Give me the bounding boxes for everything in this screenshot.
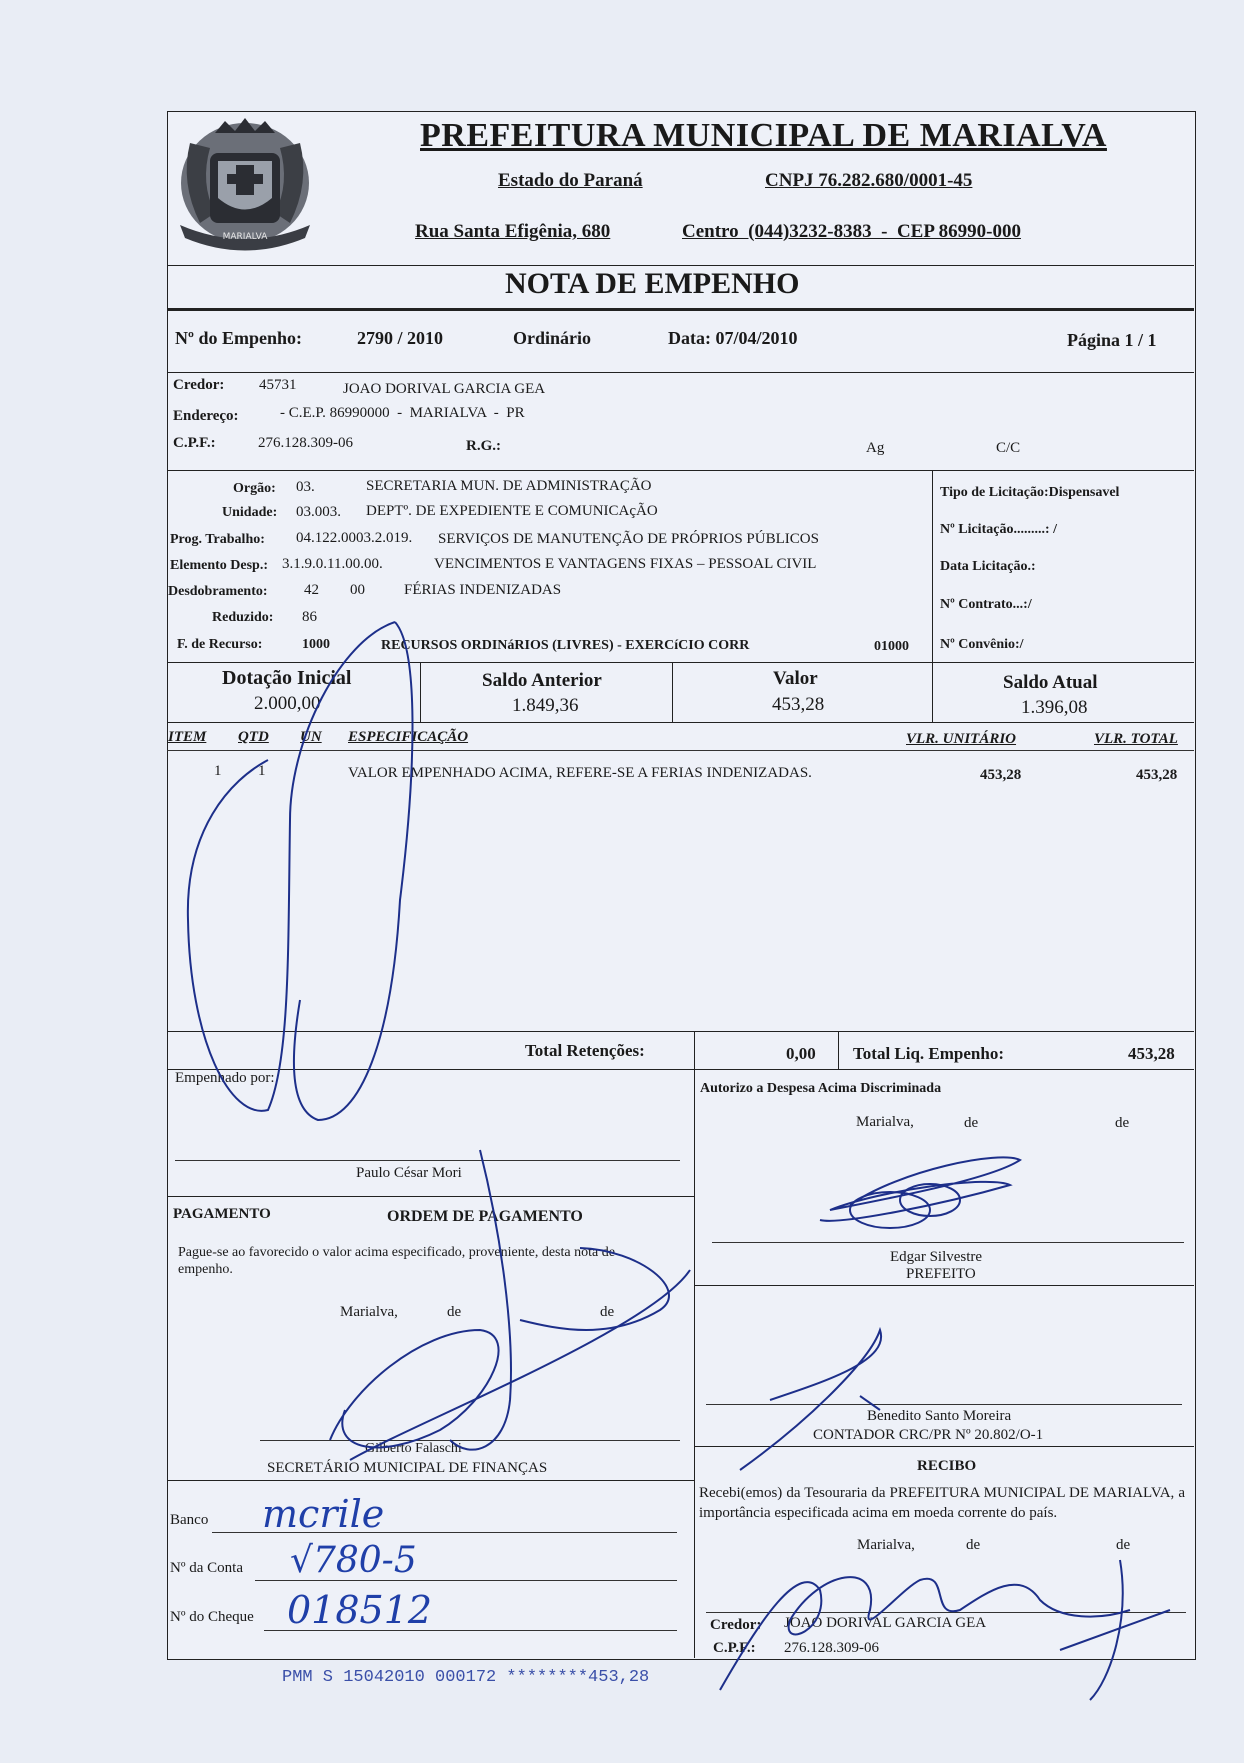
endereco-value: - C.E.P. 86990000 - MARIALVA - PR — [280, 405, 525, 421]
recurso-label: F. de Recurso: — [177, 637, 263, 652]
state-text: Estado do Paraná — [498, 170, 643, 191]
prog-code: 04.122.0003.2.019. — [296, 530, 413, 546]
recurso-name: RECURSOS ORDINáRIOS (LIVRES) - EXERCíCIO CORR — [381, 638, 750, 653]
empenho-number-label: Nº do Empenho: — [175, 328, 302, 348]
table-row-item: 1 — [214, 763, 222, 779]
unidade-name: DEPTº. DE EXPEDIENTE E COMUNICAçÃO — [366, 503, 658, 519]
liquido-label: Total Liq. Empenho: — [853, 1044, 1004, 1063]
saldo-anterior-label: Saldo Anterior — [482, 670, 602, 691]
items-header-un: UN — [300, 729, 322, 745]
cheque-handwritten: 018512 — [287, 1588, 433, 1632]
pagamento-de-1: de — [447, 1304, 462, 1320]
liquido-value: 453,28 — [1128, 1044, 1175, 1063]
recibo-text: Recebi(emos) da Tesouraria da PREFEITURA MUNICIPAL DE MARIALVA, a importância especificada acima em moeda corrente do país. — [699, 1485, 1185, 1521]
empenho-type: Ordinário — [513, 328, 592, 348]
contador-name: Benedito Santo Moreira — [867, 1408, 1012, 1424]
elemento-name: VENCIMENTOS E VANTAGENS FIXAS – PESSOAL CIVIL — [434, 556, 817, 572]
page-title: PREFEITURA MUNICIPAL DE MARIALVA — [420, 117, 1107, 154]
autorizo-text: Autorizo a Despesa Acima Discriminada — [700, 1081, 942, 1096]
cpf-value: 276.128.309-06 — [258, 435, 353, 451]
items-header-spec: ESPECIFICAÇÃO — [348, 729, 469, 745]
credor-code: 45731 — [259, 377, 297, 393]
autorizo-city: Marialva, — [856, 1114, 914, 1130]
secretario-name: Gilberto Falaschi — [365, 1441, 462, 1456]
empenho-date: Data: 07/04/2010 — [668, 328, 798, 348]
orgao-code: 03. — [296, 479, 315, 495]
payment-stamp: PMM S 15042010 000172 ********453,28 — [282, 1668, 650, 1687]
saldo-anterior-value: 1.849,36 — [512, 695, 579, 716]
recurso-code: 1000 — [302, 637, 330, 652]
recibo-cpf-label: C.P.F.: — [713, 1640, 756, 1656]
autorizo-de-1: de — [964, 1115, 979, 1131]
cheque-label: Nº do Cheque — [170, 1609, 254, 1625]
recurso-number: 01000 — [874, 639, 909, 654]
items-header-unit: VLR. UNITÁRIO — [906, 731, 1017, 747]
cc-label: C/C — [996, 440, 1021, 456]
elemento-label: Elemento Desp.: — [170, 558, 268, 573]
contador-title: CONTADOR CRC/PR Nº 20.802/O-1 — [813, 1427, 1044, 1443]
recibo-de-2: de — [1116, 1537, 1131, 1553]
orgao-label: Orgão: — [233, 481, 276, 496]
coat-of-arms-icon — [170, 113, 320, 253]
prefeito-name: Edgar Silvestre — [890, 1249, 983, 1265]
desdobramento-name: FÉRIAS INDENIZADAS — [404, 582, 562, 598]
banco-handwritten: mcrile — [262, 1492, 385, 1536]
recibo-credor-label: Credor: — [710, 1617, 762, 1633]
items-header-item: ITEM — [168, 729, 207, 745]
licitacao-data: Data Licitação.: — [940, 559, 1036, 574]
cnpj-text: CNPJ 76.282.680/0001-45 — [765, 170, 973, 191]
prog-label: Prog. Trabalho: — [170, 532, 265, 547]
desdobramento-label: Desdobramento: — [168, 584, 268, 599]
conta-label: Nº da Conta — [170, 1560, 243, 1576]
street-text: Rua Santa Efigênia, 680 — [415, 221, 611, 242]
items-header-total: VLR. TOTAL — [1094, 731, 1178, 747]
recibo-title: RECIBO — [917, 1458, 977, 1474]
table-row-total: 453,28 — [1136, 767, 1178, 783]
address-text: Centro (044)3232-8383 - CEP 86990-000 — [682, 221, 1021, 242]
pagamento-label: PAGAMENTO — [173, 1206, 271, 1222]
svg-text:MARIALVA: MARIALVA — [222, 232, 268, 242]
pagamento-city: Marialva, — [340, 1304, 398, 1320]
banco-label: Banco — [170, 1512, 209, 1528]
credor-name: JOAO DORIVAL GARCIA GEA — [343, 381, 546, 397]
unidade-code: 03.003. — [296, 504, 341, 520]
table-row-unit: 453,28 — [980, 767, 1022, 783]
convenio-numero: Nº Convênio:/ — [940, 637, 1024, 652]
licitacao-tipo: Tipo de Licitação:Dispensavel — [940, 485, 1120, 500]
ag-label: Ag — [866, 440, 885, 456]
recibo-de-1: de — [966, 1537, 981, 1553]
desdobramento-sub: 00 — [350, 582, 365, 598]
retencoes-value: 0,00 — [786, 1044, 816, 1063]
retencoes-label: Total Retenções: — [525, 1041, 645, 1060]
endereco-label: Endereço: — [173, 408, 239, 424]
document-title: NOTA DE EMPENHO — [505, 267, 800, 300]
empenhado-por-name: Paulo César Mori — [356, 1165, 462, 1181]
contrato-numero: Nº Contrato...:/ — [940, 597, 1032, 612]
conta-handwritten: √780-5 — [290, 1540, 417, 1581]
table-row-spec: VALOR EMPENHADO ACIMA, REFERE-SE A FERIAS INDENIZADAS. — [348, 765, 812, 781]
secretario-title: SECRETÁRIO MUNICIPAL DE FINANÇAS — [267, 1460, 548, 1476]
cpf-label: C.P.F.: — [173, 435, 216, 451]
reduzido-label: Reduzido: — [212, 610, 274, 625]
page-number: Página 1 / 1 — [1067, 330, 1157, 350]
valor-label: Valor — [773, 668, 818, 689]
recibo-cpf-value: 276.128.309-06 — [784, 1640, 879, 1656]
items-header-qtd: QTD — [238, 729, 269, 745]
table-row-qtd: 1 — [258, 763, 266, 779]
pagamento-text: Pague-se ao favorecido o valor acima especificado, proveniente, desta nota de empenho. — [178, 1245, 615, 1277]
reduzido-value: 86 — [302, 609, 317, 625]
prefeito-title: PREFEITO — [906, 1266, 976, 1282]
ordem-pagamento-label: ORDEM DE PAGAMENTO — [387, 1208, 583, 1225]
recibo-credor-name: JOAO DORIVAL GARCIA GEA — [784, 1615, 987, 1631]
empenho-number: 2790 / 2010 — [357, 328, 444, 348]
licitacao-numero: Nº Licitação.........: / — [940, 522, 1057, 537]
unidade-label: Unidade: — [222, 505, 278, 520]
autorizo-de-2: de — [1115, 1115, 1130, 1131]
desdobramento-code: 42 — [304, 582, 319, 598]
elemento-code: 3.1.9.0.11.00.00. — [282, 556, 383, 572]
dotacao-inicial-value: 2.000,00 — [254, 693, 321, 714]
pagamento-de-2: de — [600, 1304, 615, 1320]
recibo-city: Marialva, — [857, 1537, 915, 1553]
dotacao-inicial-label: Dotação Inicial — [222, 667, 352, 689]
empenhado-por-label: Empenhado por: — [175, 1070, 275, 1086]
valor-value: 453,28 — [772, 694, 825, 715]
orgao-name: SECRETARIA MUN. DE ADMINISTRAÇÃO — [366, 478, 652, 494]
saldo-atual-value: 1.396,08 — [1021, 697, 1088, 718]
rg-label: R.G.: — [466, 438, 501, 454]
saldo-atual-label: Saldo Atual — [1003, 672, 1098, 693]
prog-name: SERVIÇOS DE MANUTENÇÃO DE PRÓPRIOS PÚBLICOS — [438, 531, 819, 547]
credor-label: Credor: — [173, 377, 225, 393]
